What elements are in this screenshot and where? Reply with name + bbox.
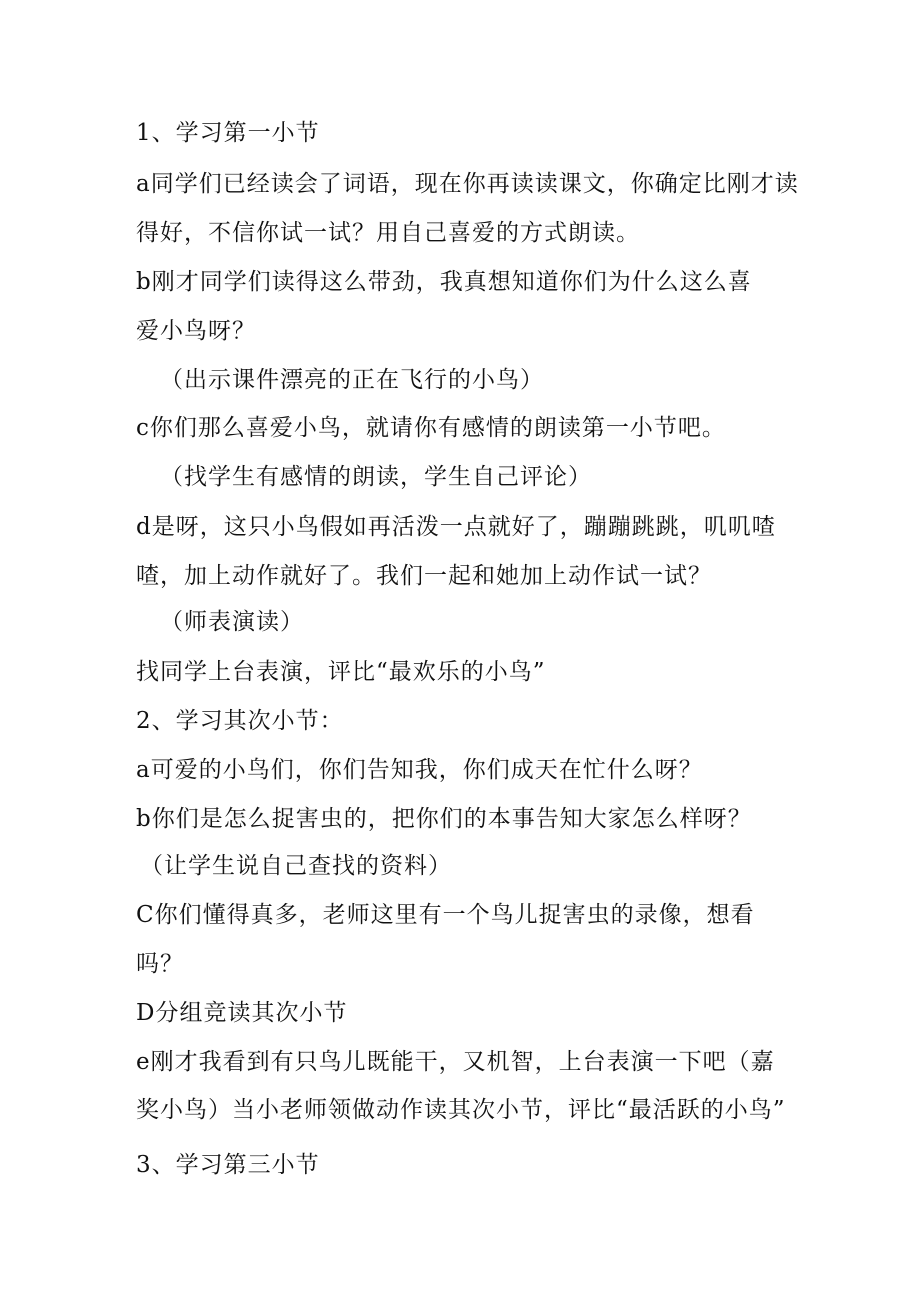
paragraph-2b: b你们是怎么捉害虫的，把你们的本事告知大家怎么样呀？: [136, 806, 752, 832]
paragraph-d-line-1: d是呀，这只小鸟假如再活泼一点就好了，蹦蹦跳跳，叽叽喳: [136, 514, 776, 540]
paragraph-performance: 找同学上台表演，评比“最欢乐的小鸟”: [136, 659, 546, 685]
section-heading-1: 1、学习第一小节: [136, 120, 320, 146]
paragraph-c: c你们那么喜爱小鸟，就请你有感情的朗读第一小节吧。: [136, 415, 726, 441]
paragraph-b-line-2: 爱小鸟呀？: [136, 318, 256, 344]
note-teacher-demo: （师表演读）: [160, 609, 304, 635]
paragraph-a-line-1: a同学们已经读会了词语，现在你再读读课文，你确定比刚才读: [136, 171, 799, 197]
note-show-courseware: （出示课件漂亮的正在飞行的小鸟）: [160, 367, 544, 393]
paragraph-2a: a可爱的小鸟们，你们告知我，你们成天在忙什么呀？: [136, 757, 703, 783]
paragraph-2e-line-2: 奖小鸟）当小老师领做动作读其次小节，评比“最活跃的小鸟”: [136, 1097, 786, 1123]
section-heading-2: 2、学习其次小节：: [136, 708, 344, 734]
note-student-reading: （找学生有感情的朗读，学生自己评论）: [160, 464, 592, 490]
paragraph-2e-line-1: e刚才我看到有只鸟儿既能干，又机智，上台表演一下吧（嘉: [136, 1049, 775, 1075]
note-student-materials: （让学生说自己查找的资料）: [140, 853, 452, 879]
paragraph-a-line-2: 得好，不信你试一试？用自己喜爱的方式朗读。: [136, 220, 640, 246]
paragraph-d-line-2: 喳，加上动作就好了。我们一起和她加上动作试一试？: [136, 563, 712, 589]
paragraph-b-line-1: b刚才同学们读得这么带劲，我真想知道你们为什么这么喜: [136, 269, 752, 295]
paragraph-2d: D分组竞读其次小节: [136, 1000, 348, 1026]
paragraph-2c-line-2: 吗？: [136, 951, 184, 977]
paragraph-2c-line-1: C你们懂得真多，老师这里有一个鸟儿捉害虫的录像，想看: [136, 902, 755, 928]
section-heading-3: 3、学习第三小节: [136, 1152, 320, 1178]
